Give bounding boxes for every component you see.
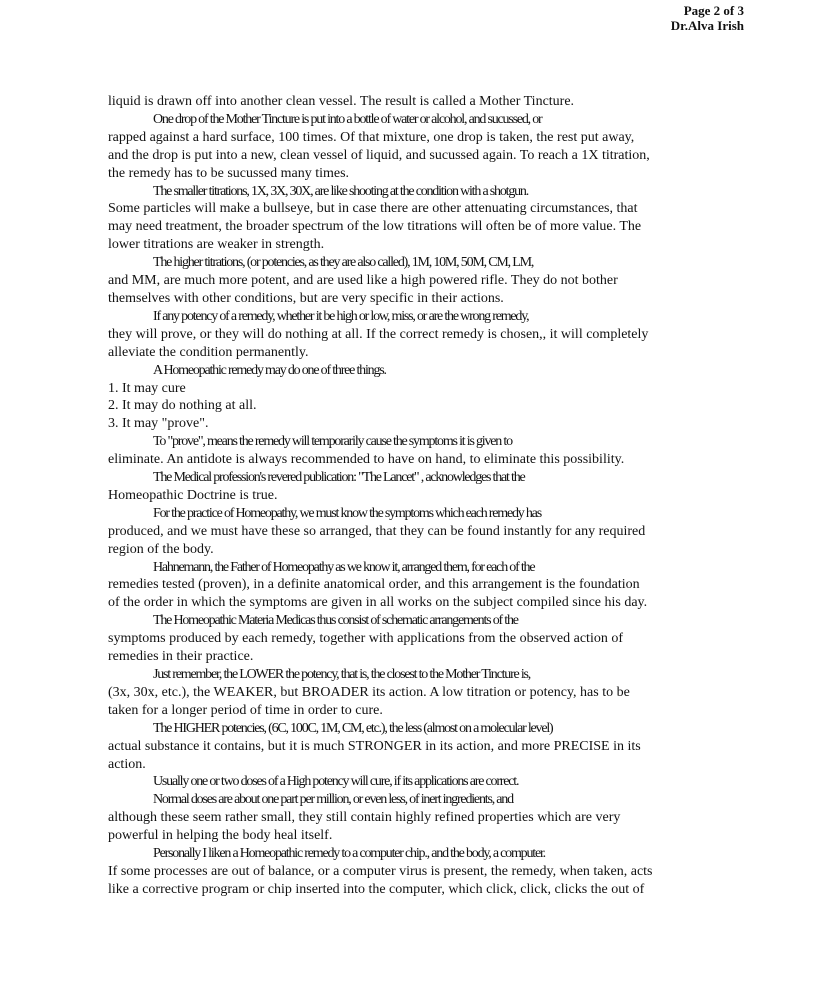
text-line: Usually one or two doses of a High potency will cure, if its applications are correct.	[153, 774, 519, 790]
text-line: One drop of the Mother Tincture is put into a bottle of water or alcohol, and sucussed, or	[153, 111, 542, 127]
text-line: of the order in which the symptoms are given in all works on the subject compiled since his day.	[108, 595, 648, 611]
text-line: actual substance it contains, but it is much STRONGER in its action, and more PRECISE in its	[108, 738, 641, 754]
text-line: The smaller titrations, 1X, 3X, 30X, are like shooting at the condition with a shotgun.	[153, 183, 529, 199]
text-line: the remedy has to be sucussed many times.	[108, 165, 350, 181]
text-line: 3. It may "prove".	[108, 416, 209, 432]
text-line: liquid is drawn off into another clean vessel. The result is called a Mother Tincture.	[108, 94, 575, 109]
text-line: produced, and we must have these so arranged, that they can be found instantly for any required	[108, 523, 646, 539]
text-line: and MM, are much more potent, and are used like a high powered rifle. They do not bother	[108, 273, 618, 289]
text-line: Some particles will make a bullseye, but in case there are other attenuating circumstances, that	[108, 201, 638, 217]
text-line: lower titrations are weaker in strength.	[108, 237, 325, 253]
text-line: although these seem rather small, they still contain highly refined properties which are very	[108, 810, 621, 826]
text-line: powerful in helping the body heal itself.	[108, 828, 333, 844]
text-line: The HIGHER potencies, (6C, 100C, 1M, CM, etc.), the less (almost on a molecular level)	[153, 720, 553, 736]
text-line: Personally I liken a Homeopathic remedy to a computer chip., and the body, a computer.	[153, 846, 545, 862]
text-line: remedies tested (proven), in a definite anatomical order, and this arrangement is the foundation	[108, 577, 640, 593]
text-line: taken for a longer period of time in order to cure.	[108, 702, 383, 718]
text-line: 1. It may cure	[108, 380, 186, 396]
text-line: For the practice of Homeopathy, we must know the symptoms which each remedy has	[153, 505, 541, 521]
text-line: The Homeopathic Materia Medicas thus consist of schematic arrangements of the	[153, 613, 518, 629]
text-line: To "prove", means the remedy will temporarily cause the symptoms it is given to	[153, 434, 512, 450]
text-line: The Medical profession's revered publication: "The Lancet" , acknowledges that the	[153, 470, 525, 486]
text-line: alleviate the condition permanently.	[108, 344, 309, 360]
text-line: 2. It may do nothing at all.	[108, 398, 257, 414]
text-line: and the drop is put into a new, clean vessel of liquid, and sucussed again. To reach a 1X titration,	[108, 147, 650, 163]
text-line: themselves with other conditions, but are very specific in their actions.	[108, 290, 504, 306]
text-line: eliminate. An antidote is always recommended to have on hand, to eliminate this possibility.	[108, 452, 625, 468]
text-line: action.	[108, 756, 146, 772]
text-line: Normal doses are about one part per million, or even less, of inert ingredients, and	[153, 792, 513, 808]
text-line: If some processes are out of balance, or a computer virus is present, the remedy, when taken, acts	[108, 863, 653, 879]
page-number: Page 2 of 3	[683, 3, 744, 18]
text-line: like a corrective program or chip inserted into the computer, which click, click, clicks the out of	[108, 881, 645, 897]
text-line: may need treatment, the broader spectrum of the low titrations will often be of more value. The	[108, 219, 642, 235]
text-line: (3x, 30x, etc.), the WEAKER, but BROADER its action. A low titration or potency, has to be	[108, 684, 630, 700]
author-name: Dr.Alva Irish	[670, 18, 744, 33]
text-line: remedies in their practice.	[108, 649, 254, 665]
text-line: Homeopathic Doctrine is true.	[108, 487, 278, 503]
text-line: Hahnemann, the Father of Homeopathy as we know it, arranged them, for each of the	[153, 559, 535, 575]
text-line: rapped against a hard surface, 100 times. Of that mixture, one drop is taken, the rest put away,	[108, 129, 635, 145]
text-line: Just remember, the LOWER the potency, that is, the closest to the Mother Tincture is,	[153, 667, 531, 682]
text-line: they will prove, or they will do nothing at all. If the correct remedy is chosen,, it will completely	[108, 326, 649, 342]
text-line: region of the body.	[108, 541, 214, 557]
page-header	[671, 3, 744, 33]
document-body	[108, 93, 678, 899]
text-line: symptoms produced by each remedy, together with applications from the observed action of	[108, 631, 623, 647]
text-line: If any potency of a remedy, whether it be high or low, miss, or are the wrong remedy,	[153, 308, 529, 324]
text-line: The higher titrations, (or potencies, as they are also called), 1M, 10M, 50M, CM, LM,	[153, 255, 534, 271]
text-line: A Homeopathic remedy may do one of three things.	[153, 362, 386, 378]
